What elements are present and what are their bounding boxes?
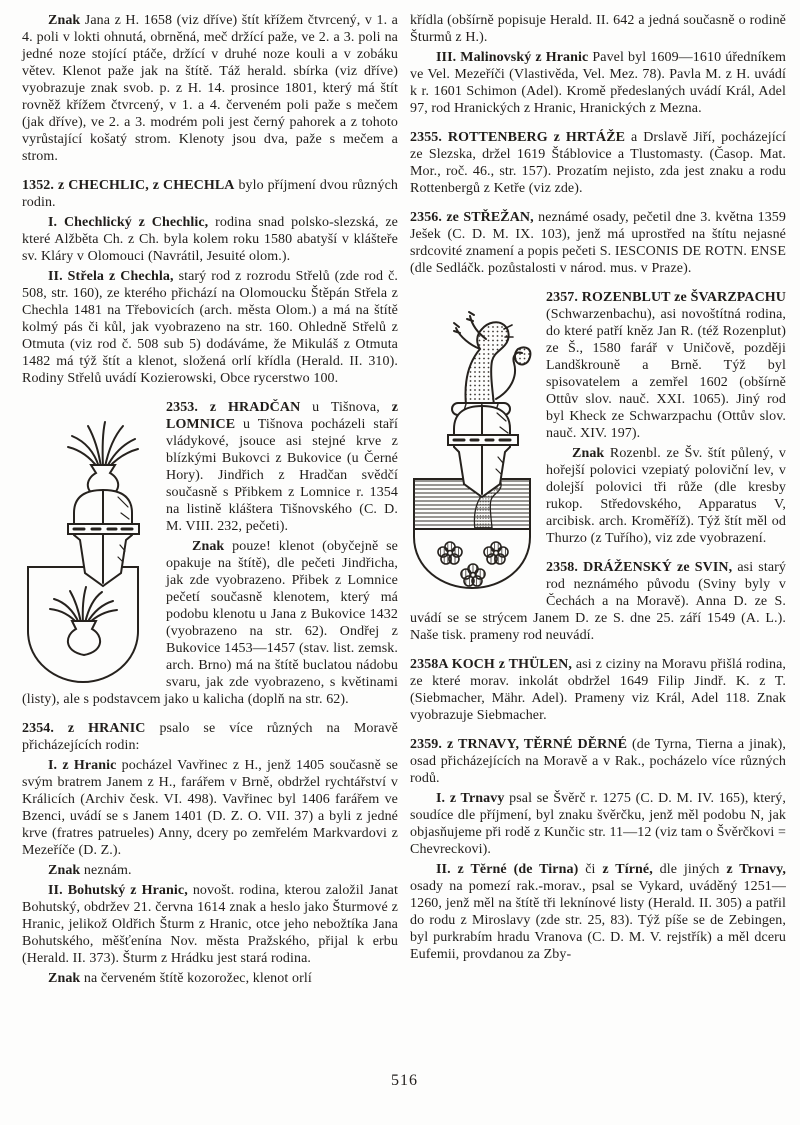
family-name: III. Malinovský z Hranic (436, 50, 589, 65)
keyword-znak: Znak (48, 863, 81, 878)
entry-2356 (410, 209, 786, 277)
crest-grass (68, 422, 138, 468)
paragraph-text: dle jiných (652, 862, 727, 877)
entry-heading (410, 656, 786, 724)
continuation-paragraph (22, 12, 398, 165)
paragraph-text: psalo se více různých na Moravě přicházejících rodin: (22, 721, 398, 753)
family-name: I. z Trnavy (436, 791, 505, 806)
paragraph-text: a Drslavě Jiří, pocházející ze Slezska, držel 1619 Štáblovice a Tlustomasty. (Časop. Mat. Mor., roč. 46., str. 157). Prozatím nejisto, zda jest znaku a rodu Rottenbergů z Ketře (viz zde). (410, 130, 786, 196)
entry-2355 (410, 129, 786, 197)
family-name: z Trnavy, (726, 862, 786, 877)
entry-heading (410, 209, 786, 277)
hradcany-crest-illustration (22, 417, 154, 685)
entry-2354 (22, 720, 398, 987)
family-name: z Tírné, (602, 862, 653, 877)
entry-heading (410, 129, 786, 197)
paragraph-text: Rozenbl. ze Šv. štít půlený, v hořejší polovici vzepiatý poloviční lev, v dolejší polovici tři růže (dle kresby rukop. Středovského, Apparatus V, arcibisk. arch. Kroměříž). Týž štít měl od Thurzo (z Tuřího), viz zde vyobrazení. (546, 446, 786, 546)
paragraph-text: osady na pomezí rak.-morav., psal se Vykard, uváděný 1251—1260, jenž měl na štítě tři leknínové listy (Herald. II. 305) a patřil do rodu z Miroslavy (zde str. 25, 83). Týž píše se de Zebingen, byl purkrabím hradu Vranova (C. D. M. V. rejstřík) a měl dceru Eufemii, provdanou za Zby- (410, 879, 786, 962)
keyword-znak: Znak (48, 13, 81, 28)
entry-title: 2356. ze STŘEŽAN, (410, 210, 534, 225)
entry-title: 2358A KOCH z THÜLEN, (410, 657, 572, 672)
paragraph-text: u Tišnova, (300, 400, 392, 415)
paragraph-text: asi starý rod neznámého původu (Sviny byly v Čechách a na Moravě). Anna D. ze S. uvádí se se strýcem Janem D. ze S. dne 25. září 1549 (A. L.). Naše tisk. prameny rod neuvádí. (410, 560, 787, 643)
paragraph-text: či (578, 862, 603, 877)
entry-paragraph (22, 757, 398, 859)
entry-paragraph (22, 214, 398, 265)
paragraph-text: neznámé osady, pečetil dne 3. května 1359 Ješek (C. D. M. IX. 103), jenž má uprostřed na štítu nejasné srdcovité znamení a popis pečeti S. IESCONIS DE ROTN. ENSE (dle Sedláčk. pozůstalosti v národ. mus. v Praze). (410, 210, 786, 276)
paragraph-text: na červeném štítě kozorožec, klenot orlí (80, 971, 312, 986)
paragraph-text: pocházel Vavřinec z H., jenž 1405 současně se svým bratrem Janem z H., farářem v Brně, obdržel rychtářství v Králicích (Archiv česk. VI. 498). Vavřinec byl 1406 farářem ve Bzenci, uvádí se s Janem 1401 (D. Z. O. VII. 37) a byli z jedné krve (fratres patrueles) Anny, dcery po zemřelém Markvardovi z Mezeříče (D. Z.). (22, 758, 398, 858)
entry-paragraph (22, 970, 398, 987)
paragraph-text: rodina snad polsko-slezská, ze které Alžběta Ch. z Ch. byla kolem roku 1580 abatyší v klášteře sv. Kláry v Olomouci (Navrátil, Jesuité olom.). (22, 215, 398, 264)
entry-title: 2354. z HRANIC (22, 721, 146, 736)
entry-title: 1352. z CHECHLIC, z CHECHLA (22, 178, 235, 193)
paragraph-text: bylo příjmení dvou různých rodin. (22, 178, 398, 210)
entry-title: 2353. z HRADČAN (166, 400, 301, 415)
demi-lion-crest (454, 312, 530, 405)
keyword-znak: Znak (572, 446, 605, 461)
paragraph-text: asi z ciziny na Moravu přišlá rodina, ze které morav. inkolát obdržel 1649 Filip Jindř. K. z T. (Siebmacher, Mähr. Adel). Prameny viz Král, Adel 118. Znak vyobrazuje Siebmacher. (410, 657, 787, 723)
paragraph-text: neznám. (80, 863, 132, 878)
entry-title: 2359. z TRNAVY, TĚRNÉ DĚRNÉ (410, 737, 628, 752)
entry-1352 (22, 177, 398, 387)
entry-title: 2355. ROTTENBERG z HRTÁŽE (410, 130, 626, 145)
entry-paragraph (410, 861, 786, 963)
page-number: 516 (391, 1072, 418, 1089)
keyword-znak: Znak (192, 539, 225, 554)
paragraph-text: (de Tyrna, Tierna a jinak), osad přicházejících na Moravě a v Rak., pocházelo více různých rodů. (410, 737, 786, 786)
paragraph-text: pouze! klenot (obyčejně se opakuje na štítě), dle pečeti Jindřicha, jak zde vyobrazeno. Přibek z Lomnice pečetí současně klenotem, který má podobu klenotu u Jana z Bukovice 1432 (vyobrazeno na str. 62). Ondřej z Bukovice 1453—1457 (stav. list. zemsk. arch. Brno) má na štítě buclatou nádobu svaru, jak zde vyobrazeno, s květinami (listy), ale s podstavcem jako u kalicha (doplň na str. 62). (22, 539, 398, 707)
paragraph-text: starý rod z rozrodu Střelů (zde rod č. 508, str. 160), ze kterého přichází na Olomoucku Štěpán Střela z Chechla 1481 na Třebovicích (arch. města Olom.) a má na štítě kolmý pás či kůl, jak vyobrazeno na str. 160. Ohledně Střelů z Otmuta (viz rod č. 508 sub 5) dodáváme, že Mikuláš z Otmuta 1482 má týž štít a klenot, složená orlí křídla (Herald. II. 310). Rodiny Střelů uvádí Kozierowski, Obce rycerstwo 100. (22, 269, 398, 386)
entry-2358a (410, 656, 786, 724)
paragraph-text: křídla (obšírně popisuje Herald. II. 642 a jedná současně o rodině Šturmů z H.). (410, 13, 786, 45)
paragraph-text: u Tišnova pocházeli staří vládykové, jsouce asi stejné krve z blízkými Bukovci z Bukovice (u Černé Hory). Jindřich z Hradčan svědčí současně s Přibkem z Lomnice r. 1354 na listině kláštera Tišnovského (C. D. M. VIII. 232, pečeti). (166, 417, 398, 534)
entry-heading (22, 720, 398, 754)
family-name: I. z Hranic (48, 758, 117, 773)
entry-paragraph (22, 268, 398, 387)
entry-title: 2357. ROZENBLUT ze ŠVARZPACHU (546, 290, 786, 305)
left-column (22, 12, 398, 990)
rozenblut-crest-illustration (410, 307, 534, 593)
paragraph-text: Jana z H. 1658 (viz dříve) štít křížem čtvrcený, v 1. a 4. poli v lokti ohnutá, obrněná, meč držící paže, ve 2. a 3. poli na jedné noze stojící ptáče, držící v druhé noze kouli a v zobáku větev. Klenot paže jak na štítě. Táž herald. sbírka (viz dříve) vyobrazuje znak svob. p. z H. 14. prosince 1801, který má štít rovněž křížem čtvrcený, v 1. a 4. červeném poli paže s mečem (jak dříve), ve 2. a 3. modrém poli jest černý pahorek a z tohoto vyrůstající košatý strom. Klenoty jsou dva, paže s mečem a strom. (22, 13, 398, 164)
entry-2357 (410, 289, 786, 547)
paragraph-text: (Schwarzenbachu), asi novoštítná rodina, do které patří kněz Jan R. (též Rozenplut) ze Š., 1580 farář v Uničově, později Landškrouně a Brně. Týž byl spisovatelem a zemřel 1602 (obšírně Ottův slov. nauč. XXI. 1065). Jiný rod byl Kheck ze Schwarzpachu (Ottův slov. nauč. XIV. 197). (546, 307, 786, 441)
entry-2359 (410, 736, 786, 963)
entry-title: z LOMNICE (166, 400, 399, 432)
family-name: II. z Těrné (de Tirna) (436, 862, 579, 877)
right-column (410, 12, 786, 990)
entry-paragraph (410, 49, 786, 117)
continuation-paragraph (410, 12, 786, 46)
family-name: II. Střela z Chechla, (48, 269, 174, 284)
family-name: II. Bohutský z Hranic, (48, 883, 188, 898)
entry-heading (22, 177, 398, 211)
paragraph-text: Pavel byl 1609—1610 úředníkem ve Vel. Mezeříči (Vlastivěda, Vel. Mez. 78). Pavla M. z H. uvádí k r. 1601 Schimon (Adel). Kromě předeslaných uvádí Král, Adel 97, rod Hranických z Hranic, Hranických z Mezna. (410, 50, 786, 116)
paragraph-text: novošt. rodina, kterou založil Janat Bohutský, obdržev 21. června 1614 znak a heslo jako Šturmové z Hranic, jelikož Oldřich Šturm z Hranic, otce jeho nebožtíka Jana Bohutského, měšťenína Nov. města Pražského, přijal k erbu (Herald. II. 373). Šturm z Hrádku jest stará rodina. (22, 883, 398, 966)
entry-paragraph (22, 862, 398, 879)
keyword-znak: Znak (48, 971, 81, 986)
entry-paragraph (410, 790, 786, 858)
entry-title: 2358. DRÁŽENSKÝ ze SVIN, (546, 560, 733, 575)
family-name: I. Chechlický z Chechlic, (48, 215, 209, 230)
entry-paragraph (22, 882, 398, 967)
paragraph-text: psal se Švěrč r. 1275 (C. D. M. IV. 165), který, soudíce dle příjmení, byl znaku švěrčku, jenž měl podobu N, jak objasňujeme při rodě z Kunčic str. 11—12 (viz tam o Švěrčkovi = Chevreckovi). (410, 791, 787, 857)
entry-heading (410, 736, 786, 787)
entry-2353 (22, 399, 398, 708)
